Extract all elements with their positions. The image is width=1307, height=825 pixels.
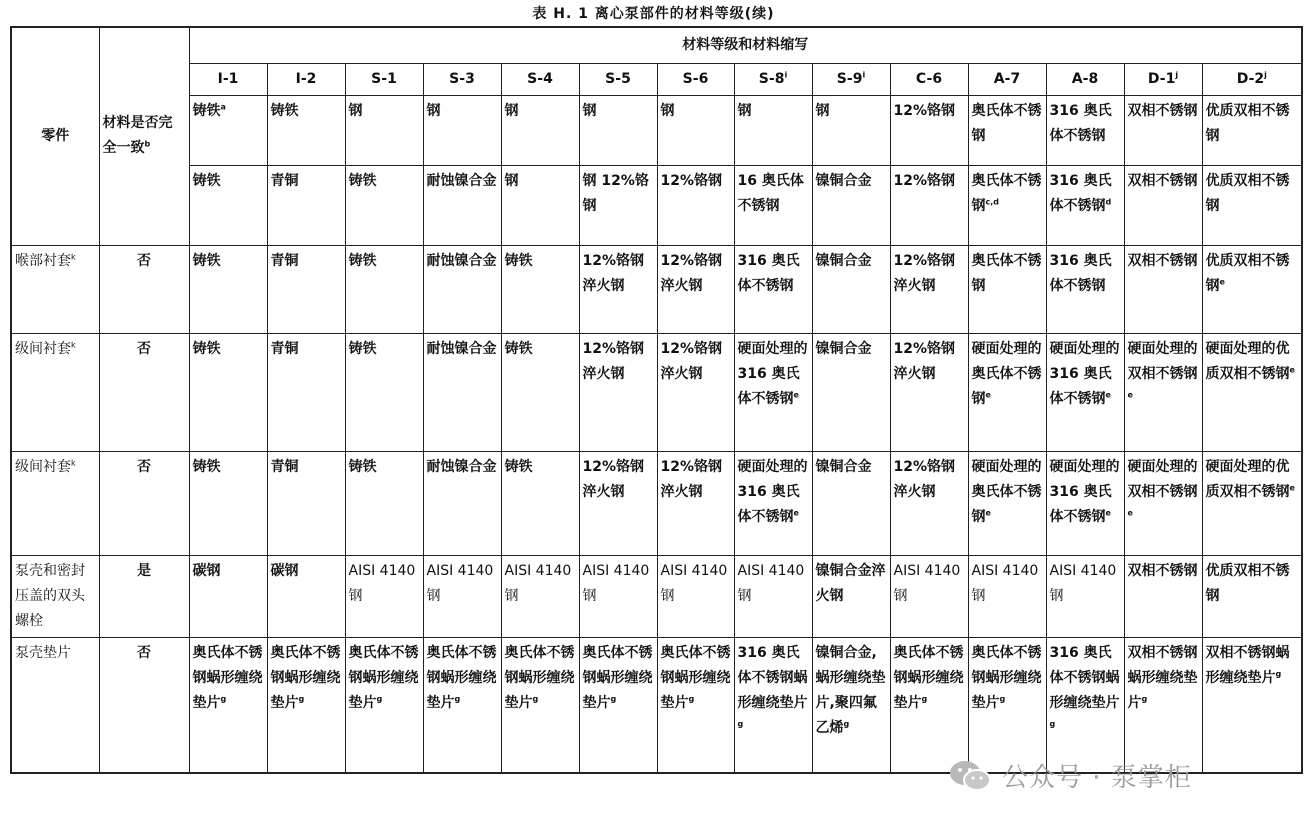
material-cell: 优质双相不锈钢$^e$: [1202, 245, 1302, 333]
case-material-cell: 316 奥氏体不锈钢: [1046, 95, 1124, 165]
class-header-c-6: C-6: [890, 63, 968, 95]
material-cell: AISI 4140 钢: [423, 555, 501, 637]
case-material-cell: 优质双相不锈钢: [1202, 95, 1302, 165]
header-material-group: 材料等级和材料缩写: [189, 27, 1302, 63]
material-cell: 硬面处理的优质双相不锈钢$^e$: [1202, 451, 1302, 555]
material-cell: 硬面处理的 316 奥氏体不锈钢$^e$: [734, 333, 812, 451]
trim-material-cell: 12%铬钢: [657, 165, 734, 245]
material-cell: AISI 4140 钢: [579, 555, 657, 637]
header-part: 零件: [11, 27, 99, 245]
case-material-cell: 12%铬钢: [890, 95, 968, 165]
material-cell: 奥氏体不锈钢蜗形缠绕垫片$^g$: [189, 637, 267, 773]
material-cell: AISI 4140 钢: [734, 555, 812, 637]
material-cell: 奥氏体不锈钢蜗形缠绕垫片$^g$: [968, 637, 1046, 773]
trim-material-cell: 铸铁: [189, 165, 267, 245]
trim-material-cell: 钢: [501, 165, 579, 245]
header-identical: 材料是否完全一致$^b$: [99, 27, 189, 245]
material-cell: 耐蚀镍合金: [423, 245, 501, 333]
trim-material-cell: 316 奥氏体不锈钢$^d$: [1046, 165, 1124, 245]
table-row: [11, 637, 1302, 773]
material-cell: 铸铁: [345, 333, 423, 451]
material-cell: 奥氏体不锈钢蜗形缠绕垫片$^g$: [657, 637, 734, 773]
material-cell: 双相不锈钢: [1124, 555, 1202, 637]
trim-material-cell: 16 奥氏体不锈钢: [734, 165, 812, 245]
material-cell: 12%铬钢淬火钢: [657, 245, 734, 333]
material-cell: 铸铁: [189, 333, 267, 451]
table-caption: 表 H. 1 离心泵部件的材料等级(续): [532, 6, 775, 22]
class-header-s-5: S-5: [579, 63, 657, 95]
material-cell: 镍铜合金: [812, 451, 890, 555]
identical-cell: 否: [99, 245, 189, 333]
trim-material-cell: 铸铁: [345, 165, 423, 245]
material-cell: 青铜: [267, 245, 345, 333]
material-cell: 铸铁: [345, 451, 423, 555]
material-cell: AISI 4140 钢: [1046, 555, 1124, 637]
material-cell: 双相不锈钢: [1124, 245, 1202, 333]
trim-material-row: [11, 165, 1302, 245]
material-cell: AISI 4140 钢: [501, 555, 579, 637]
table-row: [11, 245, 1302, 333]
part-name-cell: 级间衬套$^k$: [11, 451, 99, 555]
material-cell: 12%铬钢淬火钢: [579, 451, 657, 555]
case-material-cell: 钢: [423, 95, 501, 165]
material-cell: 铸铁: [501, 451, 579, 555]
trim-material-cell: 耐蚀镍合金: [423, 165, 501, 245]
class-header-d-2: D-2$^j$: [1202, 63, 1302, 95]
material-cell: 碳钢: [189, 555, 267, 637]
class-header-d-1: D-1$^j$: [1124, 63, 1202, 95]
class-header-s-8: S-8$^i$: [734, 63, 812, 95]
material-cell: 奥氏体不锈钢蜗形缠绕垫片$^g$: [890, 637, 968, 773]
material-cell: 奥氏体不锈钢蜗形缠绕垫片$^g$: [423, 637, 501, 773]
case-material-cell: 钢: [734, 95, 812, 165]
material-cell: 硬面处理的 316 奥氏体不锈钢$^e$: [1046, 333, 1124, 451]
trim-material-cell: 青铜: [267, 165, 345, 245]
case-material-row: [11, 95, 1302, 165]
material-cell: 耐蚀镍合金: [423, 333, 501, 451]
material-cell: 12%铬钢淬火钢: [657, 451, 734, 555]
material-cell: 12%铬钢淬火钢: [890, 333, 968, 451]
material-cell: AISI 4140 钢: [890, 555, 968, 637]
material-cell: 12%铬钢淬火钢: [579, 245, 657, 333]
part-name-cell: 级间衬套$^k$: [11, 333, 99, 451]
material-cell: 12%铬钢淬火钢: [890, 245, 968, 333]
material-cell: 双相不锈钢蜗形缠绕垫片$^g$: [1202, 637, 1302, 773]
material-cell: 316 奥氏体不锈钢蜗形缠绕垫片$^g$: [734, 637, 812, 773]
table-row: [11, 555, 1302, 637]
case-material-cell: 钢: [501, 95, 579, 165]
material-cell: 镍铜合金淬火钢: [812, 555, 890, 637]
material-cell: 316 奥氏体不锈钢蜗形缠绕垫片$^g$: [1046, 637, 1124, 773]
trim-material-cell: 钢 12%铬钢: [579, 165, 657, 245]
material-cell: 碳钢: [267, 555, 345, 637]
material-cell: AISI 4140 钢: [657, 555, 734, 637]
material-cell: 铸铁: [501, 333, 579, 451]
material-cell: 硬面处理的双相不锈钢$^e$: [1124, 451, 1202, 555]
material-cell: 镍铜合金: [812, 245, 890, 333]
watermark-text: 公众号 · 泵掌柜: [1002, 763, 1192, 793]
class-header-i-1: I-1: [189, 63, 267, 95]
case-material-cell: 奥氏体不锈钢: [968, 95, 1046, 165]
material-cell: 镍铜合金: [812, 333, 890, 451]
material-cell: 奥氏体不锈钢: [968, 245, 1046, 333]
material-cell: 硬面处理的奥氏体不锈钢$^e$: [968, 333, 1046, 451]
material-cell: AISI 4140 钢: [968, 555, 1046, 637]
class-header-s-9: S-9$^i$: [812, 63, 890, 95]
material-cell: 316 奥氏体不锈钢: [1046, 245, 1124, 333]
class-header-a-7: A-7: [968, 63, 1046, 95]
material-cell: 硬面处理的 316 奥氏体不锈钢$^e$: [1046, 451, 1124, 555]
part-name-cell: 泵壳和密封压盖的双头螺栓: [11, 555, 99, 637]
class-header-a-8: A-8: [1046, 63, 1124, 95]
material-cell: 铸铁: [189, 245, 267, 333]
material-cell: 奥氏体不锈钢蜗形缠绕垫片$^g$: [579, 637, 657, 773]
table-row: [11, 333, 1302, 451]
material-cell: 铸铁: [189, 451, 267, 555]
case-material-cell: 钢: [579, 95, 657, 165]
class-header-s-6: S-6: [657, 63, 734, 95]
material-cell: 青铜: [267, 451, 345, 555]
material-cell: 硬面处理的双相不锈钢$^e$: [1124, 333, 1202, 451]
identical-cell: 否: [99, 333, 189, 451]
material-cell: 奥氏体不锈钢蜗形缠绕垫片$^g$: [345, 637, 423, 773]
material-cell: 铸铁: [345, 245, 423, 333]
case-material-cell: 双相不锈钢: [1124, 95, 1202, 165]
identical-cell: 否: [99, 451, 189, 555]
case-material-cell: 钢: [657, 95, 734, 165]
material-cell: 316 奥氏体不锈钢: [734, 245, 812, 333]
material-cell: 硬面处理的优质双相不锈钢$^e$: [1202, 333, 1302, 451]
material-cell: 奥氏体不锈钢蜗形缠绕垫片$^g$: [501, 637, 579, 773]
material-cell: 铸铁: [501, 245, 579, 333]
wechat-icon: [948, 759, 992, 793]
material-cell: 奥氏体不锈钢蜗形缠绕垫片$^g$: [267, 637, 345, 773]
trim-material-cell: 双相不锈钢: [1124, 165, 1202, 245]
part-name-cell: 喉部衬套$^k$: [11, 245, 99, 333]
identical-cell: 否: [99, 637, 189, 773]
material-cell: 耐蚀镍合金: [423, 451, 501, 555]
watermark: [948, 757, 1192, 794]
identical-cell: 是: [99, 555, 189, 637]
trim-material-cell: 镍铜合金: [812, 165, 890, 245]
class-header-s-4: S-4: [501, 63, 579, 95]
material-cell: AISI 4140 钢: [345, 555, 423, 637]
case-material-cell: 钢: [345, 95, 423, 165]
part-name-cell: 泵壳垫片: [11, 637, 99, 773]
class-header-s-1: S-1: [345, 63, 423, 95]
class-header-i-2: I-2: [267, 63, 345, 95]
case-material-cell: 铸铁$^a$: [189, 95, 267, 165]
material-cell: 镍铜合金,蜗形缠绕垫片,聚四氟乙烯$^g$: [812, 637, 890, 773]
material-cell: 12%铬钢淬火钢: [657, 333, 734, 451]
material-cell: 青铜: [267, 333, 345, 451]
material-cell: 优质双相不锈钢: [1202, 555, 1302, 637]
material-class-table: [10, 26, 1303, 774]
trim-material-cell: 优质双相不锈钢: [1202, 165, 1302, 245]
trim-material-cell: 12%铬钢: [890, 165, 968, 245]
case-material-cell: 铸铁: [267, 95, 345, 165]
class-header-s-3: S-3: [423, 63, 501, 95]
material-cell: 硬面处理的奥氏体不锈钢$^e$: [968, 451, 1046, 555]
class-header-row: [11, 63, 1302, 95]
material-cell: 12%铬钢淬火钢: [579, 333, 657, 451]
case-material-cell: 钢: [812, 95, 890, 165]
table-row: [11, 451, 1302, 555]
material-cell: 12%铬钢淬火钢: [890, 451, 968, 555]
material-cell: 双相不锈钢蜗形缠绕垫片$^g$: [1124, 637, 1202, 773]
material-cell: 硬面处理的 316 奥氏体不锈钢$^e$: [734, 451, 812, 555]
trim-material-cell: 奥氏体不锈钢$^{c,d}$: [968, 165, 1046, 245]
